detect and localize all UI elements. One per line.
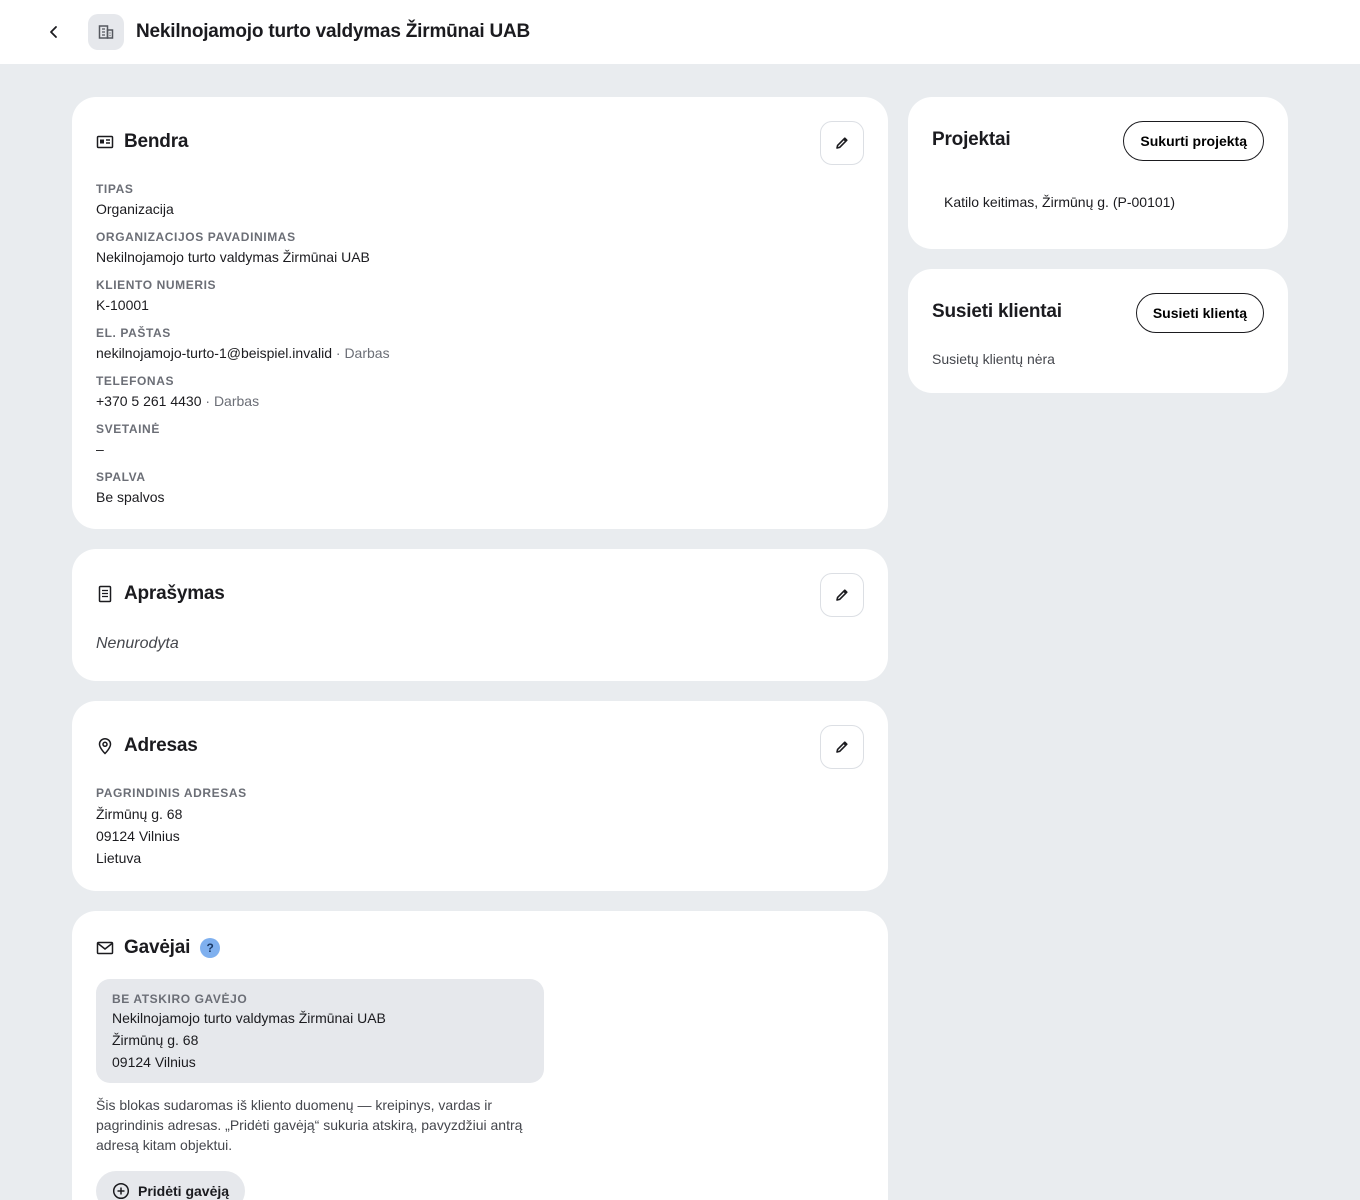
field-organization-name	[96, 229, 370, 267]
field-color	[96, 469, 164, 507]
projects-card	[908, 97, 1288, 249]
pencil-icon	[834, 587, 850, 603]
email-type: · Darbas	[332, 345, 390, 361]
create-project-button[interactable]: Sukurti projektą	[1123, 121, 1264, 161]
description-card-title: Aprašymas	[124, 583, 225, 604]
description-card-header	[96, 579, 225, 609]
mail-icon	[96, 939, 114, 957]
edit-description-button[interactable]	[820, 573, 864, 617]
field-label: SVETAINĖ	[96, 422, 160, 436]
plus-circle-icon	[112, 1182, 130, 1200]
primary-address	[96, 785, 247, 869]
phone-link[interactable]: +370 5 261 4430	[96, 393, 202, 409]
pencil-icon	[834, 135, 850, 151]
recipients-card-title: Gavėjai	[124, 937, 191, 958]
back-button[interactable]	[36, 14, 72, 50]
field-value	[96, 343, 390, 363]
description-card	[72, 549, 888, 681]
add-recipient-button[interactable]	[96, 1171, 245, 1200]
field-value: Nekilnojamojo turto valdymas Žirmūnai UAB	[96, 249, 370, 265]
help-icon[interactable]: ?	[200, 938, 220, 958]
pencil-icon	[834, 739, 850, 755]
recipients-card-header	[96, 933, 220, 963]
address-line: Lietuva	[96, 850, 142, 866]
email-link[interactable]: nekilnojamojo-turto-1@beispiel.invalid	[96, 345, 332, 361]
field-label: EL. PAŠTAS	[96, 326, 171, 340]
edit-address-button[interactable]	[820, 725, 864, 769]
address-card-header	[96, 731, 198, 761]
field-website	[96, 421, 160, 459]
address-line: Žirmūnų g. 68	[96, 806, 183, 822]
address-card	[72, 701, 888, 891]
chevron-left-icon	[46, 24, 62, 40]
document-icon	[96, 585, 114, 603]
id-card-icon	[96, 133, 114, 151]
linked-clients-card	[908, 269, 1288, 393]
general-card	[72, 97, 888, 529]
field-label: KLIENTO NUMERIS	[96, 278, 217, 292]
field-value: Be spalvos	[96, 489, 165, 505]
linked-clients-title: Susieti klientai	[932, 301, 1062, 322]
recipients-card	[72, 911, 888, 1200]
field-label: PAGRINDINIS ADRESAS	[96, 786, 247, 800]
recipients-note: Šis blokas sudaromas iš kliento duomenų — kreipinys, vardas ir pagrindinis adresas. „Pridėti gavėją“ sukuria atskirą, pavyzdžiui antrą adresą kitam objektui.	[96, 1097, 523, 1153]
general-card-header	[96, 127, 188, 157]
field-label: SPALVA	[96, 470, 146, 484]
projects-title: Projektai	[932, 129, 1011, 150]
field-value: –	[96, 441, 104, 457]
map-pin-icon	[96, 737, 114, 755]
top-bar	[0, 0, 1360, 64]
field-label: TELEFONAS	[96, 374, 175, 388]
project-item[interactable]: Katilo keitimas, Žirmūnų g. (P-00101)	[944, 194, 1176, 210]
linked-clients-empty: Susietų klientų nėra	[932, 351, 1055, 367]
field-client-number	[96, 277, 216, 315]
field-email	[96, 325, 390, 363]
field-value: K-10001	[96, 297, 149, 313]
field-value: Organizacija	[96, 201, 174, 217]
field-phone	[96, 373, 259, 411]
general-card-title: Bendra	[124, 131, 189, 152]
recipient-line: Nekilnojamojo turto valdymas Žirmūnai UAB	[112, 1010, 386, 1026]
address-card-title: Adresas	[124, 735, 198, 756]
description-value: Nenurodyta	[96, 635, 179, 652]
phone-type: · Darbas	[201, 393, 260, 409]
building-icon	[88, 14, 124, 50]
field-label: ORGANIZACIJOS PAVADINIMAS	[96, 230, 296, 244]
add-recipient-label: Pridėti gavėją	[138, 1183, 230, 1199]
recipient-line: Žirmūnų g. 68	[112, 1032, 199, 1048]
recipient-line: 09124 Vilnius	[112, 1054, 196, 1070]
link-client-button[interactable]: Susieti klientą	[1136, 293, 1264, 333]
field-label: TIPAS	[96, 182, 134, 196]
recipient-label: BE ATSKIRO GAVĖJO	[112, 992, 248, 1006]
field-value	[96, 391, 259, 411]
page-title: Nekilnojamojo turto valdymas Žirmūnai UAB	[136, 21, 531, 42]
edit-general-button[interactable]	[820, 121, 864, 165]
field-type	[96, 181, 174, 219]
address-line: 09124 Vilnius	[96, 828, 180, 844]
default-recipient-box	[96, 979, 544, 1083]
